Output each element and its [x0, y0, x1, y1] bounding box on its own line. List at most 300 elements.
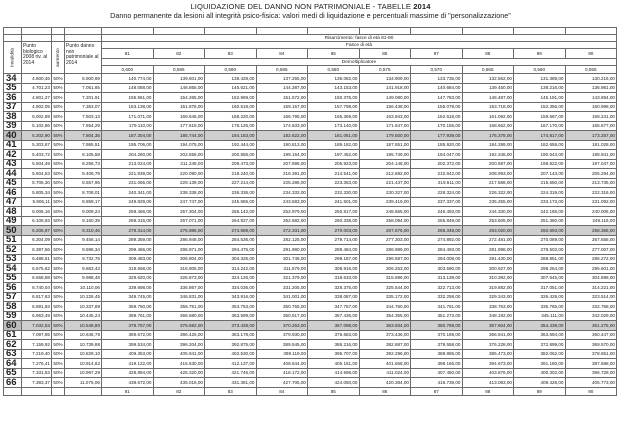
punto-biologico-cell: 6.106,93 [22, 216, 52, 226]
value-cell: 412.137,00 [205, 359, 257, 369]
value-cell: 303.590,00 [411, 264, 463, 274]
value-cell: 168.220,00 [205, 112, 257, 122]
value-cell: 242.168,00 [514, 207, 566, 217]
value-cell: 264.827,00 [205, 216, 257, 226]
punto-danno-cell: 7.654,29 [65, 121, 102, 131]
value-cell: 291.980,00 [256, 245, 308, 255]
value-cell: 300.927,00 [462, 264, 514, 274]
invalidity-cell: 47 [4, 197, 22, 207]
value-cell: 147.783,00 [411, 93, 463, 103]
age-header-cell: 83 [205, 49, 257, 59]
value-cell: 176.378,00 [462, 131, 514, 141]
punto-danno-cell: 8.557,95 [65, 178, 102, 188]
value-cell: 132.562,00 [462, 74, 514, 84]
value-cell: 199.154,00 [256, 150, 308, 160]
punto-danno-cell: 8.708,01 [65, 188, 102, 198]
invalidity-cell: 41 [4, 140, 22, 150]
value-cell: 363.694,00 [514, 330, 566, 340]
table-row [4, 140, 617, 150]
aumento-cell: 50% [52, 93, 65, 103]
punto-danno-header: Punto danno non patrimoniale al 2014 [65, 42, 102, 74]
value-cell: 243.583,00 [256, 197, 308, 207]
value-cell: 277.303,00 [359, 235, 411, 245]
invalidity-cell: 40 [4, 131, 22, 141]
aumento-cell: 50% [52, 378, 65, 388]
value-cell: 284.493,00 [411, 245, 463, 255]
value-cell: 282.125,00 [256, 235, 308, 245]
value-cell: 332.768,00 [565, 302, 617, 312]
value-cell: 334.036,00 [205, 283, 257, 293]
value-cell: 177.618,00 [153, 121, 205, 131]
value-cell: 341.761,00 [411, 302, 463, 312]
punto-danno-cell: 10.914,62 [65, 359, 102, 369]
aumento-header: aumento [52, 42, 65, 74]
value-cell: 415.630,00 [153, 359, 205, 369]
value-cell: 279.714,00 [308, 235, 360, 245]
aumento-cell: 50% [52, 368, 65, 378]
punto-biologico-cell: 5.906,11 [22, 197, 52, 207]
value-cell: 294.008,00 [411, 254, 463, 264]
aumento-cell: 50% [52, 140, 65, 150]
invalidity-cell: 56 [4, 283, 22, 293]
table-row [4, 226, 617, 236]
punto-biologico-cell: 5.705,30 [22, 178, 52, 188]
value-cell: 360.769,00 [411, 321, 463, 331]
value-cell: 357.604,00 [462, 321, 514, 331]
invalidity-header: Invalidità [4, 42, 22, 74]
value-cell: 213.024,00 [102, 159, 154, 169]
invalidity-cell: 53 [4, 254, 22, 264]
value-cell: 357.436,00 [308, 311, 360, 321]
value-cell: 306.253,00 [359, 264, 411, 274]
value-cell: 160.518,00 [205, 102, 257, 112]
value-cell: 182.622,00 [256, 131, 308, 141]
value-cell: 274.892,00 [411, 235, 463, 245]
table-row [4, 273, 617, 283]
punto-biologico-cell: 6.206,97 [22, 226, 52, 236]
value-cell: 171.647,00 [359, 121, 411, 131]
aumento-cell: 50% [52, 311, 65, 321]
value-cell: 140.684,00 [411, 83, 463, 93]
aumento-cell: 50% [52, 330, 65, 340]
value-cell: 311.579,00 [256, 264, 308, 274]
value-cell: 216.391,00 [256, 169, 308, 179]
value-cell: 134.909,00 [359, 74, 411, 84]
value-cell: 236.336,00 [205, 188, 257, 198]
value-cell: 240.006,00 [565, 207, 617, 217]
value-cell: 213.735,00 [565, 178, 617, 188]
value-cell: 192.444,00 [205, 140, 257, 150]
value-cell: 262.582,00 [256, 216, 308, 226]
value-cell: 140.774,00 [102, 74, 154, 84]
value-cell: 272.481,00 [462, 235, 514, 245]
value-cell: 431.361,00 [205, 378, 257, 388]
value-cell: 296.587,00 [359, 254, 411, 264]
value-cell: 222.316,00 [565, 188, 617, 198]
value-cell: 335.172,00 [359, 292, 411, 302]
value-cell: 231.065,00 [102, 178, 154, 188]
aumento-cell: 50% [52, 359, 65, 369]
value-cell: 146.487,00 [462, 93, 514, 103]
value-cell: 167.170,00 [514, 121, 566, 131]
value-cell: 221.939,00 [102, 169, 154, 179]
value-cell: 286.989,00 [359, 245, 411, 255]
value-cell: 244.330,00 [462, 207, 514, 217]
value-cell: 139.450,00 [462, 83, 514, 93]
value-cell: 181.061,00 [308, 131, 360, 141]
value-cell: 360.517,00 [256, 311, 308, 321]
value-cell: 161.878,00 [153, 102, 205, 112]
table-row [4, 302, 617, 312]
value-cell: 255.142,00 [205, 207, 257, 217]
value-cell: 308.916,00 [308, 264, 360, 274]
value-cell: 356.751,00 [153, 302, 205, 312]
value-cell: 386.216,00 [308, 340, 360, 350]
punto-danno-cell: 10.110,06 [65, 283, 102, 293]
value-cell: 220.090,00 [153, 169, 205, 179]
value-cell: 155.078,00 [411, 102, 463, 112]
value-cell: 307.645,00 [514, 273, 566, 283]
footer-age-cell: 85 [308, 387, 360, 395]
invalidity-cell: 57 [4, 292, 22, 302]
demultiplier-cell: 0,590 [205, 66, 257, 74]
value-cell: 195.749,00 [359, 150, 411, 160]
value-cell: 156.438,00 [359, 102, 411, 112]
value-cell: 250.817,00 [308, 207, 360, 217]
value-cell: 325.544,00 [359, 283, 411, 293]
value-cell: 376.592,00 [153, 321, 205, 331]
punto-biologico-cell: 5.604,53 [22, 169, 52, 179]
value-cell: 187.304,00 [102, 131, 154, 141]
value-cell: 409.353,00 [102, 349, 154, 359]
aumento-cell: 50% [52, 292, 65, 302]
value-cell: 161.092,00 [462, 112, 514, 122]
value-cell: 184.289,00 [462, 140, 514, 150]
table-row [4, 368, 617, 378]
blank-row [4, 28, 617, 35]
value-cell: 139.601,00 [153, 74, 205, 84]
table-row [4, 178, 617, 188]
range-row [4, 35, 617, 42]
value-cell: 197.452,00 [308, 150, 360, 160]
aumento-cell: 50% [52, 169, 65, 179]
punto-danno-cell: 9.596,34 [65, 245, 102, 255]
value-cell: 291.430,00 [462, 254, 514, 264]
punto-biologico-cell: 7.159,92 [22, 340, 52, 350]
value-cell: 348.192,00 [462, 311, 514, 321]
punto-danno-cell: 7.353,07 [65, 102, 102, 112]
invalidity-cell: 38 [4, 112, 22, 122]
value-cell: 354.355,00 [359, 311, 411, 321]
aumento-cell: 50% [52, 216, 65, 226]
value-cell: 416.739,00 [411, 378, 463, 388]
value-cell: 270.003,00 [308, 226, 360, 236]
value-cell: 438.672,00 [102, 378, 154, 388]
value-cell: 304.898,00 [565, 273, 617, 283]
value-cell: 289.484,00 [308, 245, 360, 255]
value-cell: 170.155,00 [411, 121, 463, 131]
value-cell: 413.083,00 [462, 378, 514, 388]
demultiplier-cell: 0,565 [462, 66, 514, 74]
value-cell: 162.518,00 [411, 112, 463, 122]
value-cell: 217.586,00 [462, 178, 514, 188]
punto-danno-cell: 9.456,14 [65, 235, 102, 245]
punto-danno-cell: 10.997,29 [65, 368, 102, 378]
value-cell: 173.257,00 [565, 131, 617, 141]
page-title: LIQUIDAZIONE DEL DANNO NON PATRIMONIALE - TABELLE 2014 [190, 2, 431, 11]
value-cell: 248.655,00 [359, 207, 411, 217]
value-cell: 319.568,00 [102, 264, 154, 274]
value-cell: 319.882,00 [462, 283, 514, 293]
invalidity-cell: 59 [4, 311, 22, 321]
punto-biologico-cell: 6.658,88 [22, 273, 52, 283]
invalidity-cell: 51 [4, 235, 22, 245]
aumento-cell: 50% [52, 226, 65, 236]
value-cell: 279.502,00 [514, 245, 566, 255]
value-cell: 323.514,00 [565, 292, 617, 302]
value-cell: 363.599,00 [205, 311, 257, 321]
value-cell: 392.296,00 [359, 349, 411, 359]
punto-biologico-cell: 6.488,51 [22, 254, 52, 264]
punto-danno-cell: 7.051,85 [65, 83, 102, 93]
value-cell: 345.111,00 [514, 311, 566, 321]
punto-biologico-cell: 6.963,49 [22, 311, 52, 321]
punto-biologico-cell: 7.383,37 [22, 378, 52, 388]
table-row [4, 378, 617, 388]
value-cell: 421.746,00 [205, 368, 257, 378]
value-cell: 324.126,00 [205, 273, 257, 283]
value-cell: 296.971,00 [153, 245, 205, 255]
value-cell: 185.920,00 [411, 140, 463, 150]
punto-danno-cell: 6.900,69 [65, 74, 102, 84]
table-row [4, 74, 617, 84]
value-cell: 338.763,00 [462, 302, 514, 312]
value-cell: 133.735,00 [411, 74, 463, 84]
value-cell: 396.728,00 [565, 368, 617, 378]
value-cell: 310.392,00 [462, 273, 514, 283]
value-cell: 163.138,00 [102, 102, 154, 112]
punto-biologico-cell: 6.575,62 [22, 264, 52, 274]
value-cell: 385.473,00 [462, 349, 514, 359]
value-cell: 331.205,00 [256, 283, 308, 293]
punto-biologico-cell: 6.006,16 [22, 207, 52, 217]
footer-age-cell: 88 [462, 387, 514, 395]
value-cell: 314.242,00 [205, 264, 257, 274]
page-subtitle: Danno permanente da lesioni all integrità psico-fisica: valori medi di liquidazione e percentuali massime di "personalizzazione" [110, 11, 511, 20]
value-cell: 190.813,00 [256, 140, 308, 150]
value-cell: 148.088,00 [102, 83, 154, 93]
value-cell: 173.140,00 [308, 121, 360, 131]
value-cell: 249.829,00 [102, 197, 154, 207]
value-cell: 288.851,00 [514, 254, 566, 264]
footer-age-cell: 81 [102, 387, 154, 395]
value-cell: 159.157,00 [256, 102, 308, 112]
value-cell: 379.930,00 [256, 330, 308, 340]
value-cell: 366.941,00 [462, 330, 514, 340]
value-cell: 401.658,00 [359, 359, 411, 369]
aumento-cell: 50% [52, 74, 65, 84]
value-cell: 200.597,00 [462, 159, 514, 169]
value-cell: 143.153,00 [308, 83, 360, 93]
aumento-cell: 50% [52, 207, 65, 217]
aumento-cell: 50% [52, 83, 65, 93]
invalidity-cell: 49 [4, 216, 22, 226]
value-cell: 245.665,00 [205, 197, 257, 207]
footer-age-row [4, 387, 617, 395]
value-cell: 344.760,00 [359, 302, 411, 312]
punto-danno-cell: 7.804,35 [65, 131, 102, 141]
value-cell: 391.180,00 [514, 359, 566, 369]
value-cell: 326.873,00 [153, 273, 205, 283]
punto-danno-cell: 9.732,76 [65, 254, 102, 264]
value-cell: 424.050,00 [308, 378, 360, 388]
value-cell: 369.761,00 [102, 311, 154, 321]
value-cell: 405.151,00 [308, 359, 360, 369]
value-cell: 138.216,00 [514, 83, 566, 93]
punto-danno-cell: 7.201,91 [65, 93, 102, 103]
value-cell: 188.941,00 [565, 150, 617, 160]
invalidity-cell: 43 [4, 159, 22, 169]
punto-danno-cell: 11.075,06 [65, 378, 102, 388]
invalidity-cell: 46 [4, 188, 22, 198]
table-row [4, 340, 617, 350]
value-cell: 399.119,00 [256, 349, 308, 359]
punto-biologico-cell: 7.219,40 [22, 349, 52, 359]
demultiplier-cell: 0,575 [359, 66, 411, 74]
value-cell: 284.536,00 [205, 235, 257, 245]
value-cell: 411.024,00 [359, 368, 411, 378]
value-cell: 315.886,00 [359, 273, 411, 283]
value-cell: 394.673,00 [462, 359, 514, 369]
invalidity-cell: 34 [4, 74, 22, 84]
invalidity-cell: 37 [4, 102, 22, 112]
punto-biologico-cell: 5.805,34 [22, 188, 52, 198]
value-cell: 252.979,00 [256, 207, 308, 217]
invalidity-cell: 60 [4, 321, 22, 331]
table-row [4, 93, 617, 103]
value-cell: 194.075,00 [153, 140, 205, 150]
punto-biologico-cell: 4.600,46 [22, 74, 52, 84]
value-cell: 342.029,00 [565, 311, 617, 321]
invalidity-cell: 65 [4, 368, 22, 378]
value-cell: 260.693,00 [514, 226, 566, 236]
value-cell: 214.541,00 [308, 169, 360, 179]
invalidity-cell: 35 [4, 83, 22, 93]
value-cell: 346.831,00 [153, 292, 205, 302]
punto-danno-cell: 8.256,73 [65, 159, 102, 169]
value-cell: 402.530,00 [205, 349, 257, 359]
value-cell: 150.998,00 [565, 102, 617, 112]
aumento-cell: 50% [52, 112, 65, 122]
value-cell: 239.419,00 [359, 197, 411, 207]
invalidity-cell: 44 [4, 169, 22, 179]
value-cell: 210.842,00 [411, 169, 463, 179]
value-cell: 329.343,00 [462, 292, 514, 302]
punto-biologico-cell: 6.397,56 [22, 245, 52, 255]
value-cell: 321.379,00 [256, 273, 308, 283]
value-cell: 207.698,00 [256, 159, 308, 169]
value-cell: 279.314,00 [102, 226, 154, 236]
value-cell: 276.986,00 [153, 226, 205, 236]
value-cell: 405.941,00 [153, 349, 205, 359]
value-cell: 299.167,00 [308, 254, 360, 264]
value-cell: 247.747,00 [153, 197, 205, 207]
value-cell: 367.098,00 [308, 321, 360, 331]
value-cell: 353.753,00 [205, 302, 257, 312]
invalidity-cell: 45 [4, 178, 22, 188]
value-cell: 189.182,00 [308, 140, 360, 150]
value-cell: 274.659,00 [205, 226, 257, 236]
value-cell: 165.369,00 [308, 112, 360, 122]
value-cell: 351.273,00 [411, 311, 463, 321]
value-cell: 202.372,00 [411, 159, 463, 169]
value-cell: 227.214,00 [205, 178, 257, 188]
footer-age-cell: 84 [256, 387, 308, 395]
value-cell: 146.855,00 [153, 83, 205, 93]
value-cell: 306.904,00 [153, 254, 205, 264]
value-cell: 174.817,00 [514, 131, 566, 141]
value-cell: 154.265,00 [153, 93, 205, 103]
value-cell: 376.228,00 [462, 340, 514, 350]
value-cell: 205.294,00 [565, 169, 617, 179]
punto-danno-cell: 9.863,43 [65, 264, 102, 274]
table-row [4, 197, 617, 207]
invalidity-cell: 52 [4, 245, 22, 255]
value-cell: 226.322,00 [462, 188, 514, 198]
value-cell: 145.191,00 [514, 93, 566, 103]
value-cell: 169.646,00 [153, 112, 205, 122]
value-cell: 350.755,00 [256, 302, 308, 312]
value-cell: 328.375,00 [308, 283, 360, 293]
value-cell: 435.016,00 [153, 378, 205, 388]
value-cell: 354.439,00 [514, 321, 566, 331]
table-body [4, 74, 617, 388]
value-cell: 338.087,00 [308, 292, 360, 302]
value-cell: 379.757,00 [102, 321, 154, 331]
footer-age-cell: 86 [359, 387, 411, 395]
value-cell: 171.071,00 [102, 112, 154, 122]
value-cell: 286.272,00 [565, 254, 617, 264]
value-cell: 370.263,00 [256, 321, 308, 331]
punto-danno-cell: 10.829,10 [65, 349, 102, 359]
value-cell: 204.148,00 [359, 159, 411, 169]
invalidity-cell: 64 [4, 359, 22, 369]
table-row [4, 83, 617, 93]
value-cell: 269.316,00 [102, 216, 154, 226]
table-row [4, 121, 617, 131]
value-cell: 359.750,00 [102, 302, 154, 312]
value-cell: 295.601,00 [565, 264, 617, 274]
value-cell: 363.934,00 [359, 321, 411, 331]
value-cell: 144.387,00 [256, 83, 308, 93]
aumento-cell: 50% [52, 102, 65, 112]
value-cell: 309.483,00 [102, 254, 154, 264]
value-cell: 398.166,00 [411, 359, 463, 369]
punto-biologico-cell: 4.701,23 [22, 83, 52, 93]
value-cell: 232.330,00 [308, 188, 360, 198]
value-cell: 150.376,00 [308, 93, 360, 103]
aumento-cell: 50% [52, 188, 65, 198]
value-cell: 198.822,00 [514, 159, 566, 169]
demultiplier-label: Demoltiplicatore [102, 59, 617, 66]
age-header-cell: 81 [102, 49, 154, 59]
value-cell: 223.363,00 [308, 178, 360, 188]
value-cell: 209.473,00 [205, 159, 257, 169]
age-header-cell: 89 [514, 49, 566, 59]
punto-danno-cell: 9.988,48 [65, 273, 102, 283]
value-cell: 382.062,00 [514, 349, 566, 359]
aumento-cell: 50% [52, 235, 65, 245]
